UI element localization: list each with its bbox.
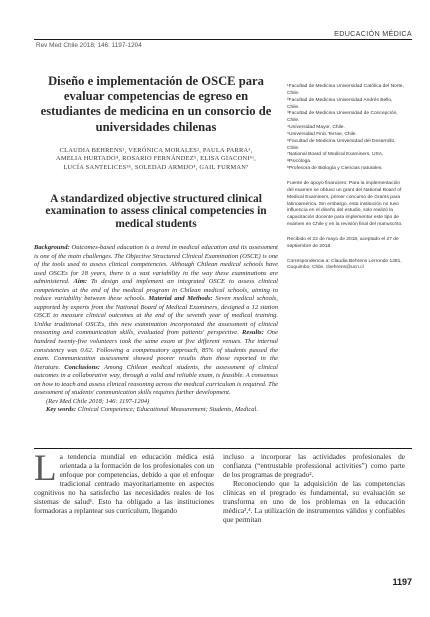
affiliation-item: ³Facultad de Medicina Universidad de Concepción, Chile.	[287, 111, 398, 124]
author-list	[34, 147, 278, 173]
keywords-text: Clinical Competence; Educational Measurement; Students, Medical.	[76, 406, 258, 414]
received-date: Recibido el 22 de mayo de 2018, aceptado el 27 de septiembre de 2018.	[287, 236, 399, 249]
abstract-conclusions-text: Among Chilean medical students, the assessment of clinical outcomes in a collaborative way, through a valid and reliable exam, is feasible. A consensus on how to teach and assess clinical reasoning across the medical curriculum is required. The assessment of students' communication skills requires further development.	[34, 363, 278, 397]
abstract-methods-label: Material and Methods:	[148, 295, 213, 303]
body-column-1	[34, 448, 214, 515]
abstract-background-text: Outcomes-based education is a trend in medical education and its assessment is one of the main challenges. The Objective Structured Clinical Examination (OSCE) is one of the tools used to assess clinical competencies. Although Chilean medical schools have used OSCEs for 18 years, there is a vast variability in the way these examinations are administered.	[34, 243, 278, 286]
main-left-column	[34, 74, 278, 415]
funding-note: Fuente de apoyo financiero: Para la implementación del examen se obtuvo un grant del National Board of Medical Examiners, primer concurso de Grants para latinoamérica. Sin embargo, esta institución no tuvo influencia en el diseño del estudio, solo realizó la capacitación docente para implementar este tipo de examen en Chile y en la revisión final del manuscrito.	[287, 180, 403, 228]
author-line: LUCÍA SANTELICES⁵ᵇ, SOLEDAD ARMIJO⁴, GAIL FURMAN⁷	[63, 164, 249, 171]
abstract-results-label: Results:	[242, 329, 264, 337]
affiliation-item: ⁷National Board of Medical Examiners, USA.	[287, 152, 384, 158]
abstract-conclusions-label: Conclusions:	[64, 363, 100, 371]
affiliation-item: ⁴Universidad Mayor, Chile.	[287, 125, 345, 131]
abstract-citation: (Rev Med Chile 2018; 146: 1197-1204)	[46, 397, 150, 405]
affiliation-item: ²Facultad de Medicina Universidad Andrés Bello, Chile.	[287, 97, 393, 110]
body-column-2	[223, 452, 405, 524]
english-title: A standardized objective structured clinical examination to assess clinical competencies in medical students	[45, 192, 267, 231]
abstract-background-label: Background:	[34, 243, 70, 251]
body-paragraph: a tendencia mundial en educación médica está orientada a la formación de los profesionales con un enfoque por competencias, debido a que el enfoque tradicional centrado mayoritariamente en aspectos cognitivos no ha satisfecho las necesidades reales de los sistemas de salud¹. Esto ha obligado a las instituciones formadoras a replantear sus currículum, llegando	[34, 452, 214, 515]
affiliation-item: ᵃPsicóloga.	[287, 159, 312, 165]
abstract-aim-label: Aim:	[73, 278, 88, 286]
abstract-aim-text: To design and implement an integrated OSCE to assess clinical competencies at the end of the medical program in Chilean medical schools, aiming to reduce variability between these schools.	[34, 278, 278, 303]
body-paragraph: incluso a incorporar las actividades profesionales de confianza (“entrustable professional activities”) como parte de los programas de pregrado².	[223, 452, 405, 479]
header-rule	[34, 39, 412, 40]
section-label: EDUCACIÓN MÉDICA	[334, 29, 412, 38]
body-paragraph: Reconociendo que la adquisición de las competencias clínicas en el pregrado es fundamental, su evaluación se transforma en uno de los problemas en la educación médica³,⁴. La utilización de instrumentos válidos y confiables que permitan	[223, 479, 405, 524]
abstract-methods-text: Seven medical schools, supported by experts from the National Board of Medical Examiners, designed a 12 station OSCE to measure clinical outcomes at the end of the seventh year of medical training. Unlike traditional OSCEs, this new examination incorporated the assessment of clinical reasoning and communication skills, evaluated from patients' perspective.	[34, 295, 278, 337]
keywords	[34, 406, 278, 415]
body-rule	[34, 448, 412, 449]
drop-cap: L	[34, 448, 57, 489]
affiliation-item: ⁵Universidad Finis Terrae, Chile.	[287, 131, 357, 137]
journal-reference: Rev Med Chile 2018; 146: 1197-1204	[36, 42, 142, 49]
sidebar	[287, 84, 405, 272]
article-title: Diseño e implementación de OSCE para evaluar competencias de egreso en estudiantes de medicina en un consorcio de universidades chilenas	[40, 74, 272, 134]
keywords-label: Key words:	[46, 406, 77, 414]
author-line: CLAUDIA BEHRENS¹, VERÓNICA MORALES², PAULA PARRA³,	[59, 146, 253, 154]
affiliations	[287, 84, 405, 173]
affiliation-item: ⁶Facultad de Medicina Universidad del Desarrollo, Chile.	[287, 138, 396, 151]
abstract-results-text: One hundred twenty-five volunteers took the same exam at five different venues. The internal consistency was 0.62. Following a compensatory approach, 85% of students passed the exam. Communication assessment showed poorer results than those reported in the literature.	[34, 329, 278, 371]
page-number: 1197	[392, 577, 412, 587]
abstract	[34, 244, 278, 398]
correspondence: Correspondencia a: Claudia Behrens Lerrondo 1281, Coquimbo, Chile. cbehrens@ucn.cl	[287, 258, 402, 271]
affiliation-item: ᵇProfesora de Biología y Ciencias naturales.	[287, 166, 383, 172]
affiliation-item: ¹Facultad de Medicina Universidad Católica del Norte, Chile.	[287, 84, 404, 96]
author-line: AMELIA HURTADO⁴, ROSARIO FERNÁNDEZ⁵, ELISA GIACONI⁶ᵃ,	[55, 155, 257, 163]
